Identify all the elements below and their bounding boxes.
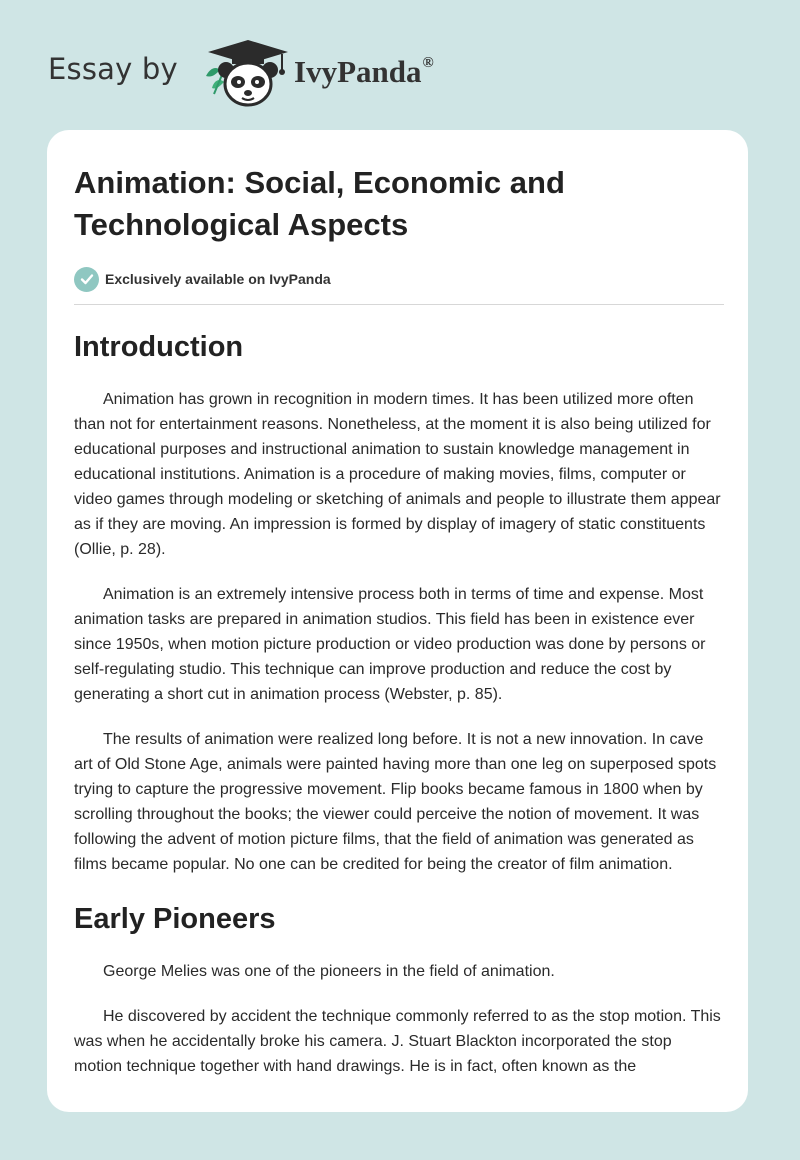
panda-graduate-icon — [202, 36, 294, 108]
paragraph: The results of animation were realized long before. It is not a new innovation. In cave art of Old Stone Age, animals were painted having more than one leg on superposed spots trying to capture the progressive movement. Flip books became famous in 1800 when by scrolling throughout the books; the viewer could perceive the notion of movement. It was following the advent of motion picture films, that the field of animation was generated as films became popular. No one can be credited for being the creator of film animation. — [74, 731, 717, 873]
section-heading-introduction: Introduction — [74, 331, 244, 363]
paragraph: He discovered by accident the technique commonly referred to as the stop motion. This was when he accidentally broke his camera. J. Stuart Blackton incorporated the stop motion technique together with hand drawings. He is in fact, often known as the — [74, 1008, 721, 1075]
brand-prefix: Essay by — [48, 52, 178, 86]
badge-label: Exclusively available on IvyPanda — [105, 271, 331, 287]
registered-mark: ® — [422, 55, 434, 71]
paragraph: George Melies was one of the pioneers in the field of animation. — [103, 963, 555, 980]
brand-header[interactable] — [48, 36, 508, 108]
essay-content — [74, 162, 724, 1079]
divider — [74, 304, 724, 305]
brand-name-text: IvyPanda — [294, 54, 422, 89]
section-heading-early-pioneers: Early Pioneers — [74, 903, 276, 935]
paragraph: Animation has grown in recognition in modern times. It has been utilized more often than not for entertainment reasons. Nonetheless, at the moment it is also being utilized for educational purposes and instructional animation to sustain knowledge management in educational institutions. Animation is a procedure of making movies, films, computer or video games through modeling or sketching of animals and people to illustrate them appear as if they are moving. An impression is formed by display of imagery of static constituents (Ollie, p. 28). — [74, 391, 721, 558]
exclusive-badge — [74, 264, 724, 294]
check-circle-icon — [74, 267, 99, 292]
brand-name — [294, 54, 434, 90]
essay-card — [47, 130, 748, 1112]
paragraph: Animation is an extremely intensive process both in terms of time and expense. Most animation tasks are prepared in animation studios. This field has been in existence ever since 1950s, when motion picture production or video production was done by persons or self-regulating studio. This technique can improve production and reduce the cost by generating a short cut in animation process (Webster, p. 85). — [74, 586, 706, 703]
essay-title: Animation: Social, Economic and Technological Aspects — [74, 165, 565, 242]
